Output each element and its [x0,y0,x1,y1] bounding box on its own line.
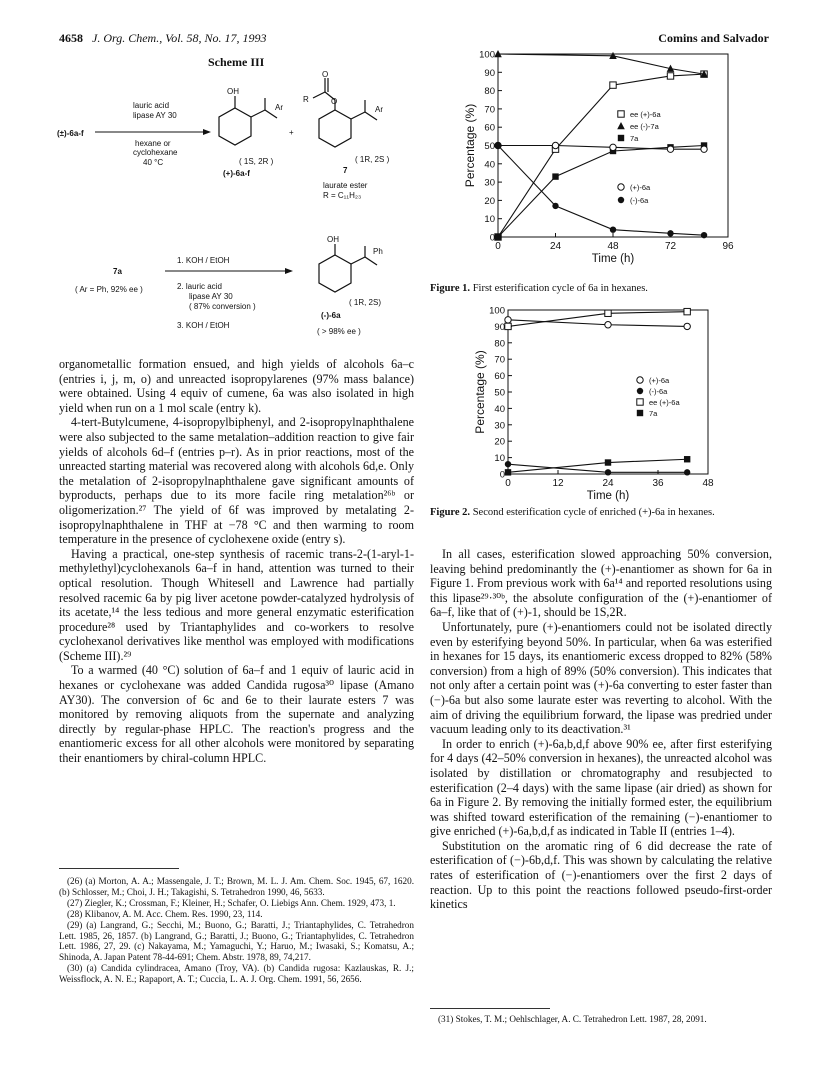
step3: 3. KOH / EtOH [177,321,230,330]
fig2-xtick-label: 12 [552,478,564,489]
fig1-legend-label: ee (+)-6a [630,110,661,119]
fig1-ytick-label: 60 [484,122,495,134]
figure-1-label: Figure 1. [430,283,471,294]
plus-sign: + [289,128,294,137]
fig1-legend-marker [618,111,624,117]
fig2-ytick-label: 70 [494,354,505,366]
ester-r-def: R = C₁₁H₂₃ [323,191,362,200]
fig2-data-point [505,469,511,475]
fig1-legend-label: (+)-6a [630,183,651,192]
ester-structure [313,78,377,147]
step2a: 2. lauric acid [177,282,222,291]
fig1-legend-marker [618,197,624,203]
product-oh: OH [327,235,339,244]
figure-1-chart [428,48,734,273]
fig2-data-point [605,322,611,328]
fig2-series-line [508,464,687,472]
arrow1-head [203,129,211,135]
alcohol-label: (+)-6a-f [223,169,250,178]
paragraph: Substitution on the aromatic ring of 6 did decrease the rate of esterification of (−)-6b,d,f. This was shown by calculating the relative rates of esterification of (−)-enantiomers over the first 2 days of reaction. Up to this point the reactions followed pseudo-first-order kinetics [430,838,772,912]
fig2-ytick-label: 30 [494,420,505,432]
fig1-data-point [701,232,707,238]
fig2-data-point [684,323,690,329]
alcohol-oh: OH [227,87,239,96]
fig1-data-point [610,226,616,232]
fig2-ytick-label: 90 [494,321,505,333]
fig1-series-line [498,74,704,237]
fig1-legend-label: (-)-6a [630,196,649,205]
paragraph: 4-tert-Butylcumene, 4-isopropylbiphenyl, and 2-isopropylnaphthalene were also subjected to the same metalation–addition reaction to give fair yields of alcohols 6d–f (entries p–r). As in prior reactions, most of the unreacted starting material was recovered along with alcohols 6d,e. Only the metalation of 2-isopropylnaphthalene gave significant amounts of byproducts, perhaps due to its more facile ring metalation²⁶ᵇ or oligomerization.²⁷ The yield of 6f was improved by metalating 2-isopropylnaphthalene in THF at −78 °C and then warming to room temperature in the presence of cyclohexene oxide (entry s). [59,415,414,547]
fig1-ytick-label: 50 [484,141,495,152]
fig1-data-point [610,82,616,88]
paragraph: Having a practical, one-step synthesis of racemic trans-2-(1-aryl-1-methylethyl)cyclohexanols 6a–f in hand, attention was turned to their optical resolution. Though Whitesell and Lawrence had partially resolved racemic 6a by pig liver acetone powder-catalyzed hydrolysis of its acetate,¹⁴ the less tedious and more general enzymatic esterification procedure²⁸ used by Triantaphylides and co-workers to resolve cyclohexanol derivatives like menthol was employed with modifications (Scheme III).²⁹ [59,546,414,663]
footnote: (27) Ziegler, K.; Crossman, F.; Kleiner, H.; Schafer, O. Liebigs Ann. Chem. 1929, 473, 1. [67,897,396,908]
running-authors: Comins and Salvador [658,31,769,45]
step2b: lipase AY 30 [189,292,233,301]
fig1-xtick-label: 72 [664,241,677,252]
fig2-legend-item [637,376,670,385]
fig2-ytick-label: 50 [494,387,505,399]
footnote: (28) Klibanov, A. M. Acc. Chem. Res. 1990, 23, 114. [67,908,263,919]
figure-1-text: First esterification cycle of 6a in hexanes. [472,283,648,294]
product-label: (-)-6a [321,311,341,320]
ester-number: 7 [343,166,348,175]
fig2-data-point [505,461,511,467]
fig2-legend-item [637,398,681,407]
fig2-data-point [605,310,611,316]
fig2-ytick-label: 10 [494,453,505,465]
footnote: (26) (a) Morton, A. A.; Massengale, J. T.; Brown, M. L. J. Am. Chem. Soc. 1945, 67, 1620. (b) Schlosser, M.; Choi, J. H.; Takagishi, S. Tetrahedron 1990, 46, 5633. [59,876,414,897]
footnote: (30) (a) Candida cylindracea, Amano (Troy, VA). (b) Candida rugosa: Kazlauskas, R. J.; Weissflock, A. N. E.; Rapaport, A. T.; Cuccia, L. A. J. Org. Chem. 1991, 56, 2656. [59,963,414,985]
fig1-data-point [667,146,673,152]
fig1-ytick-label: 100 [479,49,495,61]
fig2-data-point [684,469,690,475]
fig2-data-point [684,456,690,462]
fig1-data-point [701,146,707,152]
fig2-ytick-label: 0 [499,469,505,481]
fig1-ytick-label: 20 [484,195,495,207]
fig1-series-line [498,146,704,238]
fig1-ytick-label: 0 [489,232,495,244]
fig1-data-point [552,203,558,209]
fig1-data-point [552,142,558,148]
sm2-note: ( Ar = Ph, 92% ee ) [75,285,143,294]
fig1-ytick-label: 10 [484,214,495,226]
fig2-data-point [505,323,511,329]
fig1-series-0 [495,71,707,240]
page-number: 4658 [59,31,83,45]
cond1: hexane or [135,139,171,148]
fig2-x-axis-label: Time (h) [586,490,630,502]
reagent2: lipase AY 30 [133,111,177,120]
fig1-data-point [495,234,501,240]
fig2-xtick-label: 24 [602,478,614,489]
figure-2-text: Second esterification cycle of enriched (+)-6a in hexanes. [472,507,715,518]
fig1-legend-item [618,183,651,192]
step2c: ( 87% conversion ) [189,302,256,311]
sm2: 7a [113,267,122,276]
footnote: (29) (a) Langrand, G.; Secchi, M.; Buono, G.; Baratti, J.; Triantaphylides, C. Tetrahedron Lett. 1985, 26, 1857. (b) Langrand, G.; Baratti, J.; Buono, G.; Triantaphylides, C. Tetrahedron Lett. 1986, 27, 29. (c) Nakayama, M.; Yamaguchi, Y.; Haruo, M.; Iwasaki, S.; Komatsu, A.; Shinoda, A. Japan Patent 78-44-691; Chem. Abstr. 1978, 89, 74,217. [59,919,414,963]
fig1-legend-item [617,122,659,131]
ester-o: O [331,97,338,106]
fig1-xtick-label: 48 [607,241,619,252]
fig1-ytick-label: 90 [484,67,495,79]
figure-1-caption [430,283,770,296]
fig2-ytick-label: 80 [494,338,505,350]
fig2-ytick-label: 40 [494,403,505,415]
fig1-y-axis-label: Percentage (%) [463,103,477,188]
figure-2-chart [428,302,758,500]
fig2-plot-frame [508,310,708,474]
scheme-iii-diagram [55,70,415,345]
fig1-data-point [552,173,558,179]
ester-r: R [303,95,309,104]
fig2-legend-label: (-)-6a [649,387,668,396]
left-footnotes [59,876,414,985]
fig1-xtick-label: 24 [549,241,562,252]
footnote-rule [59,868,179,869]
fig2-legend-label: (+)-6a [649,376,670,385]
paragraph: To a warmed (40 °C) solution of 6a–f and 1 equiv of lauric acid in hexanes or cyclohexane was added Candida rugosa³⁰ lipase (Amano AY30). The conversion of 6c and 6e to their laurate esters 7 was monitored by removing aliquots from the supernate and analyzing directly by regular-phase HPLC. The reaction's progress and the enantiomeric excess for all other alcohols were monitored by separating their enantiomers by chiral-column HPLC. [59,663,414,766]
ester-name: laurate ester [323,181,368,190]
ester-config: ( 1R, 2S ) [355,155,390,164]
fig1-xtick-label: 0 [495,241,501,252]
fig2-legend-label: ee (+)-6a [649,398,680,407]
fig2-ytick-label: 20 [494,436,505,448]
fig1-legend-label: 7a [630,134,639,143]
fig1-series-2 [495,142,707,240]
fig1-legend-marker [617,122,625,129]
fig2-series-line [508,459,687,472]
fig2-data-point [605,469,611,475]
product-config: ( 1R, 2S) [349,298,382,307]
fig2-ytick-label: 60 [494,371,505,383]
product-structure [319,244,377,292]
fig1-legend-marker [618,184,624,190]
paragraph: In order to enrich (+)-6a,b,d,f above 90% ee, after first esterifying for 4 days (42–50% conversion in hexanes), the unreacted alcohol was isolated by distillation or chromatography and resubjected to esterification (2–4 days) with the same lipase (air dried) as shown for 6a in Figure 2. By removing the initially formed ester, the equilibrium was shifted toward esterification of the remaining (−)-enantiomer to give enriched (+)-6a,b,d,f as indicated in Table II (entries 1–4). [430,736,772,839]
fig2-xtick-label: 36 [652,478,664,489]
fig1-xtick-label: 96 [722,241,734,252]
fig2-legend-marker [637,410,643,416]
paragraph: organometallic formation ensued, and high yields of alcohols 6a–c (entries i, j, m, o) and unreacted isopropylarenes (97% mass balance) were obtained. Using 4 equiv of cumene, 6a was also isolated in high yield when run on a 1 mol scale (entry k). [59,357,414,415]
fig1-legend-marker [618,135,624,141]
scheme-start: (±)-6a-f [57,129,84,138]
alcohol-ar: Ar [275,103,283,112]
fig1-legend-item [618,110,662,119]
right-footnotes [430,1014,772,1025]
reagent1: lauric acid [133,101,170,110]
figure-2-label: Figure 2. [430,507,471,518]
alcohol-structure [219,96,277,145]
fig2-legend-item [637,387,668,396]
fig2-legend-marker [637,377,643,383]
fig2-data-point [605,459,611,465]
fig2-legend-marker [637,399,643,405]
figure-2-caption [430,507,770,520]
fig1-data-point [667,73,673,79]
fig1-ytick-label: 40 [484,159,495,171]
fig1-ytick-label: 30 [484,177,495,189]
product-ee: ( > 98% ee ) [317,327,361,336]
fig2-legend-marker [637,388,643,394]
fig2-data-point [505,317,511,323]
fig1-data-point [610,144,616,150]
ester-ar: Ar [375,105,383,114]
fig1-legend-item [618,134,639,143]
ester-o-carbonyl: O [322,70,329,79]
fig2-ytick-label: 100 [489,305,505,317]
fig2-legend-label: 7a [649,409,658,418]
fig1-legend-label: ee (-)-7a [630,122,659,131]
paragraph: Unfortunately, pure (+)-enantiomers could not be isolated directly even by esterifying beyond 50%. In particular, when 6a was esterified in hexanes for 15 days, its enantiomeric excess dropped to 82% (58% conversion) from a high of 89% (50% conversion). This indicates that not only after a certain point was (+)-6a converting to ester faster than (−)-6a but also some laurate ester was reverting to alcohol. With the aim of driving the equilibrium forward, the lipase was predried under vacuum leading only to its deactivation.³¹ [430,619,772,737]
fig2-y-axis-label: Percentage (%) [473,350,487,434]
scheme-title: Scheme III [208,55,265,69]
footnote-rule [430,1008,550,1009]
alcohol-config: ( 1S, 2R ) [239,157,274,166]
page-header [59,31,769,47]
product-ph: Ph [373,247,383,256]
right-column-body [430,547,772,912]
cond2: cyclohexane [133,148,178,157]
cond3: 40 °C [143,158,164,167]
fig1-ytick-label: 80 [484,86,495,98]
fig2-legend-item [637,409,658,418]
step1: 1. KOH / EtOH [177,256,230,265]
fig1-data-point [495,142,501,148]
fig1-legend-item [618,196,649,205]
fig2-xtick-label: 0 [505,478,511,489]
left-column-body [59,357,414,766]
fig2-data-point [684,308,690,314]
fig1-data-point [667,230,673,236]
journal-citation: J. Org. Chem., Vol. 58, No. 17, 1993 [92,31,267,45]
paragraph: In all cases, esterification slowed approaching 50% conversion, leaving behind predominantly the (+)-enantiomer as shown for 6a in Figure 1. From previous work with 6a¹⁴ and reported resolutions using this lipase²⁹·³⁰ᵇ, the absolute configuration of the (+)-enantiomer of 6a–f, like that of (+)-1, should be 1S,2R. [430,547,772,620]
fig1-ytick-label: 70 [484,104,495,116]
footnote: (31) Stokes, T. M.; Oehlschlager, A. C. Tetrahedron Lett. 1987, 28, 2091. [438,1014,707,1024]
arrow2-head [285,268,293,274]
fig1-x-axis-label: Time (h) [591,253,635,265]
fig2-xtick-label: 48 [702,478,714,489]
